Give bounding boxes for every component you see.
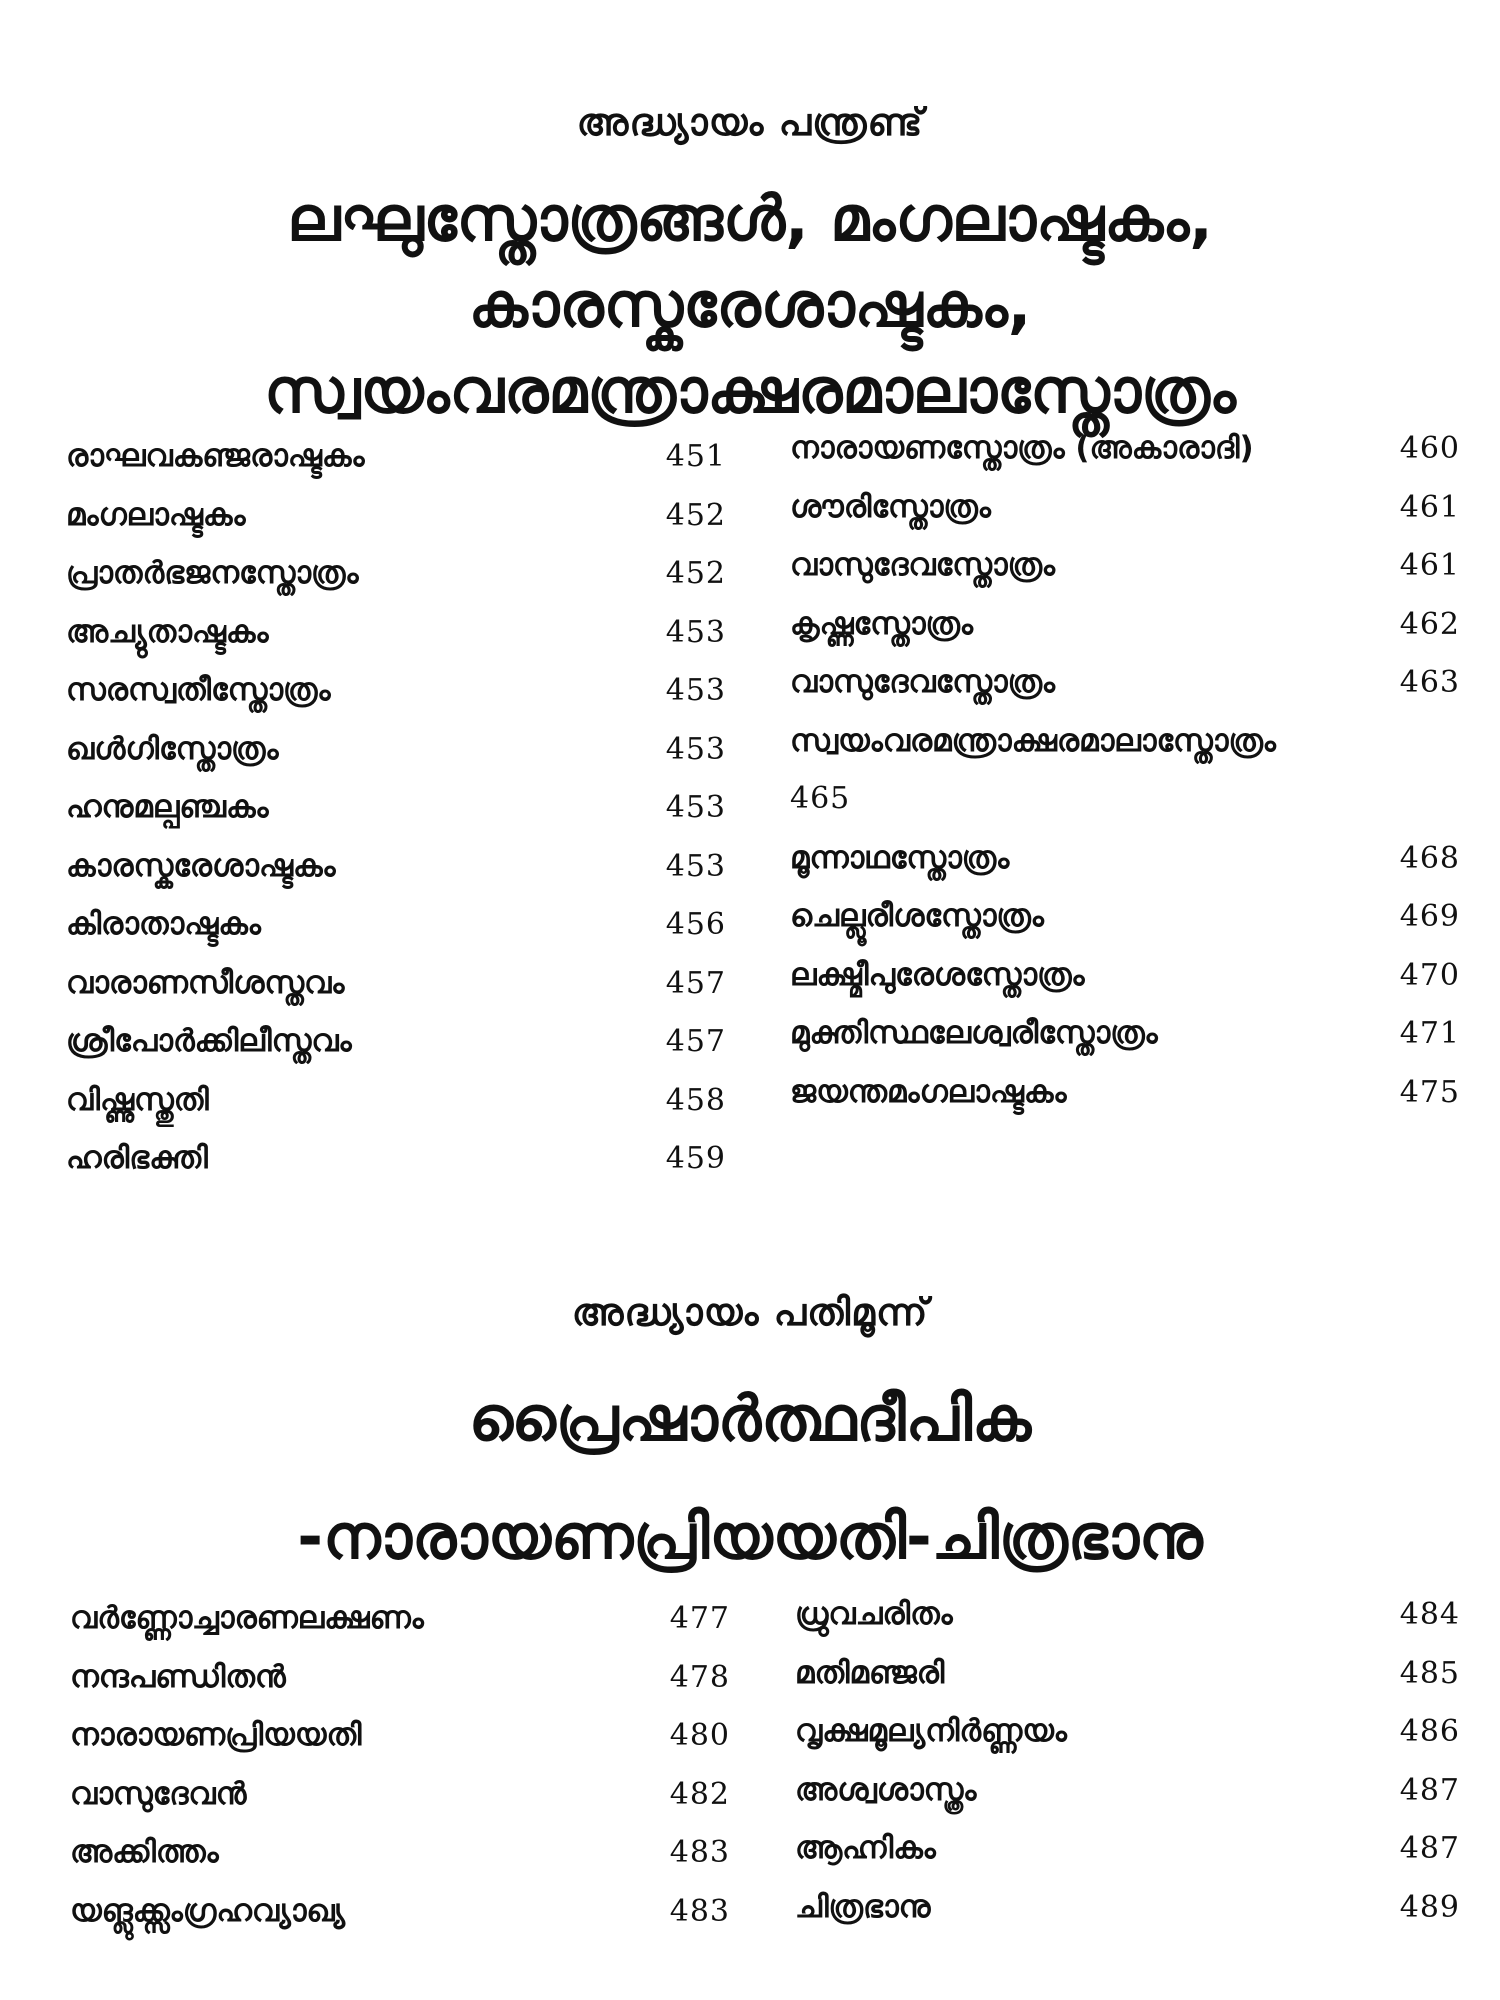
toc-entry-title: രാഘവകഞ്ജരാഷ്ടകം xyxy=(66,438,365,474)
chapter-12-label: അദ്ധ്യായം പന്ത്രണ്ട് xyxy=(576,100,924,144)
toc-entry[interactable] xyxy=(790,489,1460,548)
toc-entry-page: 453 xyxy=(665,848,726,884)
toc-entry-page: 485 xyxy=(1399,1655,1460,1691)
toc-entry-page: 453 xyxy=(665,614,726,650)
toc-entry-title: ലക്ഷ്മീപുരേശസ്തോത്രം xyxy=(790,956,1085,993)
toc-entry-page: 462 xyxy=(1399,606,1460,642)
toc-entry-title: സരസ്വതീസ്തോത്രം xyxy=(66,672,331,708)
toc-entry-page: 468 xyxy=(1399,840,1460,876)
toc-entry[interactable] xyxy=(790,664,1460,723)
toc-entry-page: 461 xyxy=(1399,489,1460,525)
toc-entry[interactable] xyxy=(66,848,726,907)
chapter-12-title-line: കാരസ്കരേശാഷ്ടകം, xyxy=(468,268,1032,341)
chapter-12-title xyxy=(0,176,1500,434)
toc-entry-page: 480 xyxy=(669,1718,730,1753)
toc-entry-page: 452 xyxy=(665,556,726,591)
toc-entry[interactable] xyxy=(66,1082,726,1141)
toc-entry[interactable] xyxy=(70,1834,730,1893)
toc-entry[interactable] xyxy=(790,898,1460,957)
toc-entry-title: യങ്ലുക്ക്സംഗ്രഹവ്യാഖ്യ xyxy=(70,1892,346,1929)
toc-entry-title: നാരായണപ്രിയയതി xyxy=(70,1717,362,1753)
toc-entry-page: 461 xyxy=(1399,548,1460,583)
toc-entry-page: 484 xyxy=(1399,1597,1460,1632)
toc-entry-title: ഖൾഗിസ്തോത്രം xyxy=(66,730,279,767)
toc-entry[interactable] xyxy=(795,1889,1460,1948)
toc-entry[interactable] xyxy=(795,1830,1460,1889)
toc-entry-page: 483 xyxy=(669,1835,730,1870)
toc-entry-page: 453 xyxy=(665,673,726,708)
toc-entry-page: 456 xyxy=(665,907,726,942)
chapter-13-label: അദ്ധ്യായം പതിമൂന്ന് xyxy=(571,1290,929,1334)
toc-entry-title: ശൗരിസ്തോത്രം xyxy=(790,488,991,525)
toc-entry-page: 487 xyxy=(1399,1831,1460,1866)
toc-entry[interactable] xyxy=(795,1596,1460,1655)
toc-entry-page: 463 xyxy=(1399,665,1460,700)
toc-entry-title: സ്വയംവരമന്ത്രാക്ഷരമാലാസ്തോത്രം xyxy=(790,722,1276,759)
toc-entry-title: ചിത്രഭാനു xyxy=(795,1888,931,1925)
toc-entry[interactable] xyxy=(66,555,726,614)
toc-entry-long[interactable] xyxy=(790,723,1460,782)
chapter-12-title-line: ലഘുസ്തോത്രങ്ങൾ, മംഗലാഷ്ടകം, xyxy=(287,182,1213,255)
toc-entry[interactable] xyxy=(70,1776,730,1835)
toc-entry-title: വൃക്ഷമൂല്യനിർണ്ണയം xyxy=(795,1713,1067,1749)
toc-entry-title: കാരസ്കരേശാഷ്ടകം xyxy=(66,847,336,884)
toc-entry-title: ഹരിഭക്തി xyxy=(66,1140,208,1176)
chapter-12-title-line: സ്വയംവരമന്ത്രാക്ഷരമാലാസ്തോത്രം xyxy=(264,354,1236,427)
toc-entry-page: 453 xyxy=(665,731,726,767)
toc-entry-title: അക്കിത്തം xyxy=(70,1834,219,1870)
toc-entry-title: വിഷ്ണുസ്തുതി xyxy=(66,1081,209,1118)
toc-entry-page: 470 xyxy=(1399,957,1460,993)
toc-entry-page: 457 xyxy=(665,965,726,1001)
toc-entry[interactable] xyxy=(66,965,726,1024)
toc-entry-page: 465 xyxy=(790,781,851,816)
toc-entry-title: വർണ്ണോച്ചാരണലക്ഷണം xyxy=(70,1600,424,1636)
toc-entry-title: മുക്തിസ്ഥലേശ്വരീസ്തോത്രം xyxy=(790,1015,1158,1051)
chapter-13-left-column xyxy=(70,1600,730,1951)
toc-entry-page: 452 xyxy=(665,497,726,533)
toc-entry[interactable] xyxy=(66,1023,726,1082)
toc-entry[interactable] xyxy=(790,547,1460,606)
toc-entry[interactable] xyxy=(790,840,1460,899)
toc-entry-title: ജയന്തമംഗലാഷ്ടകം xyxy=(790,1073,1067,1110)
toc-entry[interactable] xyxy=(66,1140,726,1199)
toc-entry-title: ശ്രീപോർക്കിലീസ്തവം xyxy=(66,1023,352,1059)
toc-entry[interactable] xyxy=(70,1600,730,1659)
toc-entry-title: മൂന്നാഥസ്തോത്രം xyxy=(790,839,1010,876)
toc-entry-page: 478 xyxy=(669,1659,730,1695)
toc-entry-page: 457 xyxy=(665,1024,726,1059)
chapter-13-title-line: പ്രൈഷാർത്ഥദീപിക xyxy=(468,1382,1032,1455)
toc-entry-title: വാരാണസീശസ്തവം xyxy=(66,964,345,1001)
toc-entry[interactable] xyxy=(66,614,726,673)
toc-entry-title: നാരായണസ്തോത്രം (അകാരാദി) xyxy=(790,430,1254,466)
toc-entry[interactable] xyxy=(70,1893,730,1952)
toc-entry-page: 458 xyxy=(665,1082,726,1118)
toc-entry-title: ആഹ്നികം xyxy=(795,1830,936,1866)
toc-entry-page: 460 xyxy=(1399,431,1460,466)
chapter-12-right-column xyxy=(790,430,1460,1132)
toc-entry[interactable] xyxy=(795,1655,1460,1714)
toc-entry-title: വാസുദേവൻ xyxy=(70,1775,247,1812)
chapter-13-title-line: -നാരായണപ്രിയയതി-ചിത്രഭാനു xyxy=(297,1500,1203,1573)
toc-entry-title: വാസുദേവസ്തോത്രം xyxy=(790,547,1056,583)
toc-entry-page: 451 xyxy=(665,439,726,474)
toc-entry-page: 453 xyxy=(665,790,726,825)
toc-entry-title: കൃഷ്ണസ്തോത്രം xyxy=(790,605,973,642)
toc-entry[interactable] xyxy=(790,606,1460,665)
toc-entry[interactable] xyxy=(66,438,726,497)
toc-entry-page: 459 xyxy=(665,1141,726,1176)
toc-entry[interactable] xyxy=(795,1772,1460,1831)
toc-entry-page: 471 xyxy=(1399,1016,1460,1051)
toc-entry-page: 489 xyxy=(1399,1889,1460,1925)
toc-entry[interactable] xyxy=(790,1015,1460,1074)
toc-entry-page: 486 xyxy=(1399,1714,1460,1749)
toc-entry[interactable] xyxy=(790,1074,1460,1133)
toc-entry[interactable] xyxy=(66,906,726,965)
toc-entry-page: 475 xyxy=(1399,1074,1460,1110)
toc-entry-title: അച്യുതാഷ്ടകം xyxy=(66,613,269,650)
toc-entry[interactable] xyxy=(66,731,726,790)
toc-entry-page: 483 xyxy=(669,1893,730,1929)
toc-entry-page: 482 xyxy=(669,1776,730,1812)
toc-entry[interactable] xyxy=(795,1713,1460,1772)
toc-entry[interactable] xyxy=(70,1717,730,1776)
toc-entry-title: വാസുദേവസ്തോത്രം xyxy=(790,664,1056,700)
toc-entry-title: ചെല്ലൂരീശസ്തോത്രം xyxy=(790,898,1044,934)
toc-entry[interactable] xyxy=(66,497,726,556)
toc-entry-title: മതിമഞ്ജരി xyxy=(795,1654,945,1691)
toc-entry-title: ഹനുമല്പഞ്ചകം xyxy=(66,789,269,825)
toc-entry-page: 469 xyxy=(1399,899,1460,934)
toc-entry[interactable] xyxy=(66,672,726,731)
toc-entry-title: മംഗലാഷ്ടകം xyxy=(66,496,246,533)
toc-entry-title: അശ്വശാസ്ത്രം xyxy=(795,1771,977,1808)
chapter-13-title xyxy=(0,1360,1500,1596)
toc-entry-page: 477 xyxy=(669,1601,730,1636)
chapter-12-left-column xyxy=(66,438,726,1199)
toc-entry-page: 487 xyxy=(1399,1772,1460,1808)
toc-entry-title: നന്ദപണ്ഡിതൻ xyxy=(70,1658,286,1695)
toc-entry[interactable] xyxy=(66,789,726,848)
toc-entry[interactable] xyxy=(790,957,1460,1016)
toc-entry[interactable] xyxy=(790,430,1460,489)
chapter-13-right-column xyxy=(795,1596,1460,1947)
toc-entry[interactable] xyxy=(70,1659,730,1718)
toc-entry-title: പ്രാതർഭജനസ്തോത്രം xyxy=(66,555,359,591)
toc-entry-title: ധ്രുവചരിതം xyxy=(795,1596,953,1632)
toc-entry-title: കിരാതാഷ്ടകം xyxy=(66,906,261,942)
